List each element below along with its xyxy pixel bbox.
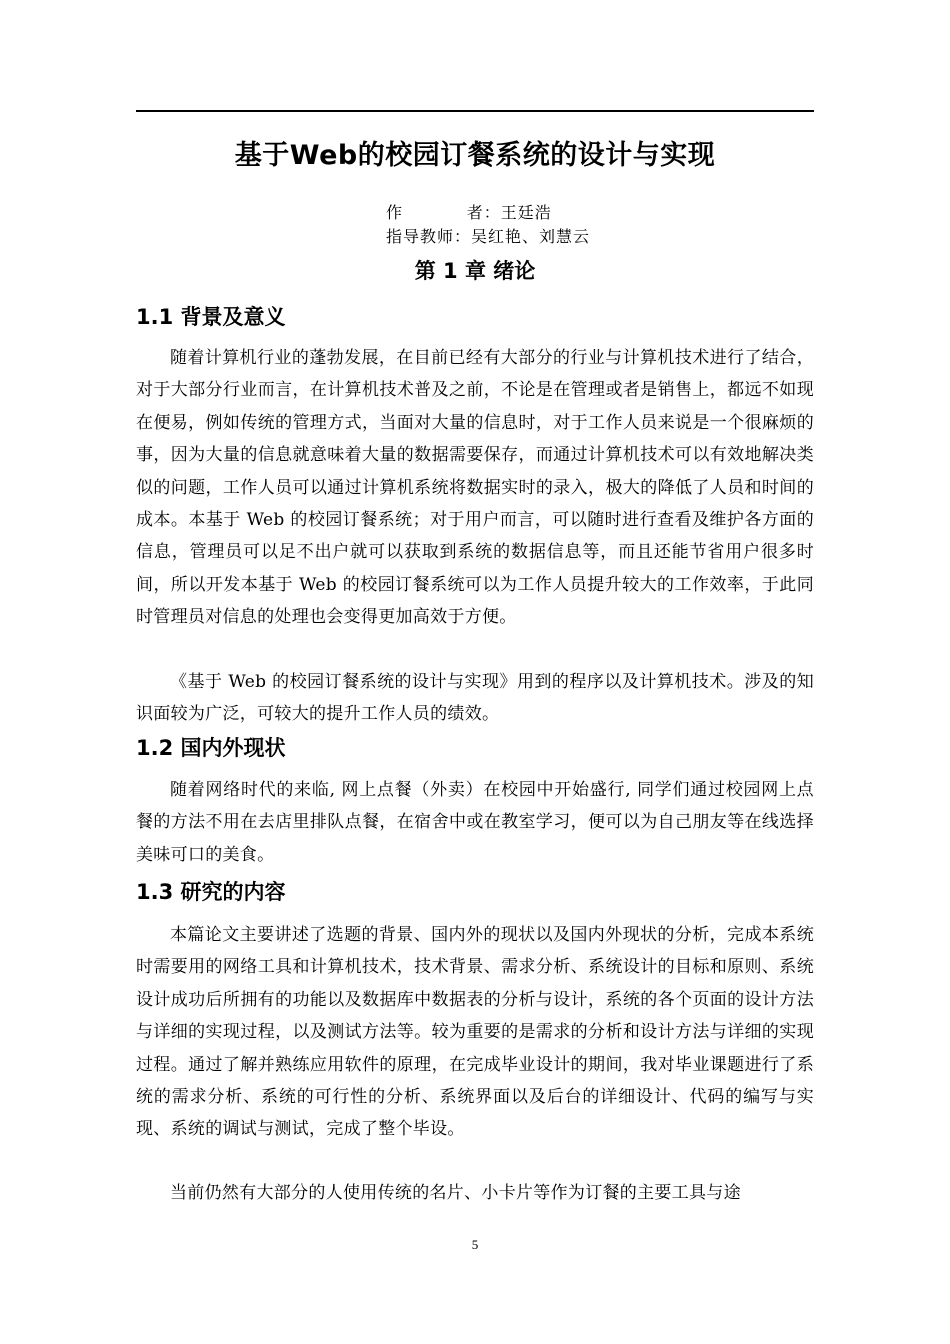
paragraph-research-content-2: 当前仍然有大部分的人使用传统的名片、小卡片等作为订餐的主要工具与途 [170, 1183, 741, 1203]
chapter-heading: 第 1 章 绪论 [414, 259, 536, 283]
paragraph-background-2: 《基于 Web 的校园订餐系统的设计与实现》用到的程序以及计算机技术。涉及的知识面较为广泛，可较大的提升工作人员的绩效。 [136, 672, 814, 725]
paragraph-status: 随着网络时代的来临, 网上点餐（外卖）在校园中开始盛行, 同学们通过校园网上点餐的方法不用在去店里排队点餐，在宿舍中或在教室学习，便可以为自己朋友等在线选择美味可口的美食。 [136, 780, 814, 865]
author-line: 作 者：王廷浩 [386, 203, 552, 222]
section-heading-1-3: 1.3 研究的内容 [136, 880, 286, 904]
section-heading-1-1: 1.1 背景及意义 [136, 305, 286, 329]
paragraph-background: 随着计算机行业的蓬勃发展，在目前已经有大部分的行业与计算机技术进行了结合，对于大部分行业而言，在计算机技术普及之前，不论是在管理或者是销售上，都远不如现在便易，例如传统的管理方式，当面对大量的信息时，对于工作人员来说是一个很麻烦的事，因为大量的信息就意味着大量的数据需要保存，而通过计算机技术可以有效地解决类似的问题，工作人员可以通过计算机系统将数据实时的录入，极大的降低了人员和时间的成本。本基于 Web 的校园订餐系统；对于用户而言，可以随时进行查看及维护各方面的信息，管理员可以足不出户就可以获取到系统的数据信息等，而且还能节省用户很多时间，所以开发本基于 Web 的校园订餐系统可以为工作人员提升较大的工作效率，于此同时管理员对信息的处理也会变得更加高效于方便。 [136, 348, 814, 628]
page-number: 5 [471, 1237, 479, 1252]
paper-title: 基于Web的校园订餐系统的设计与实现 [234, 140, 716, 171]
paragraph-research-content: 本篇论文主要讲述了选题的背景、国内外的现状以及国内外现状的分析，完成本系统时需要用的网络工具和计算机技术，技术背景、需求分析、系统设计的目标和原则、系统设计成功后所拥有的功能以及数据库中数据表的分析与设计，系统的各个页面的设计方法与详细的实现过程，以及测试方法等。较为重要的是需求的分析和设计方法与详细的实现过程。通过了解并熟练应用软件的原理，在完成毕业设计的期间，我对毕业课题进行了系统的需求分析、系统的可行性的分析、系统界面以及后台的详细设计、代码的编写与实现、系统的调试与测试，完成了整个毕设。 [136, 925, 814, 1140]
section-heading-1-2: 1.2 国内外现状 [136, 736, 286, 760]
header-rule [136, 110, 814, 112]
advisor-line: 指导教师：吴红艳、刘慧云 [386, 227, 591, 246]
